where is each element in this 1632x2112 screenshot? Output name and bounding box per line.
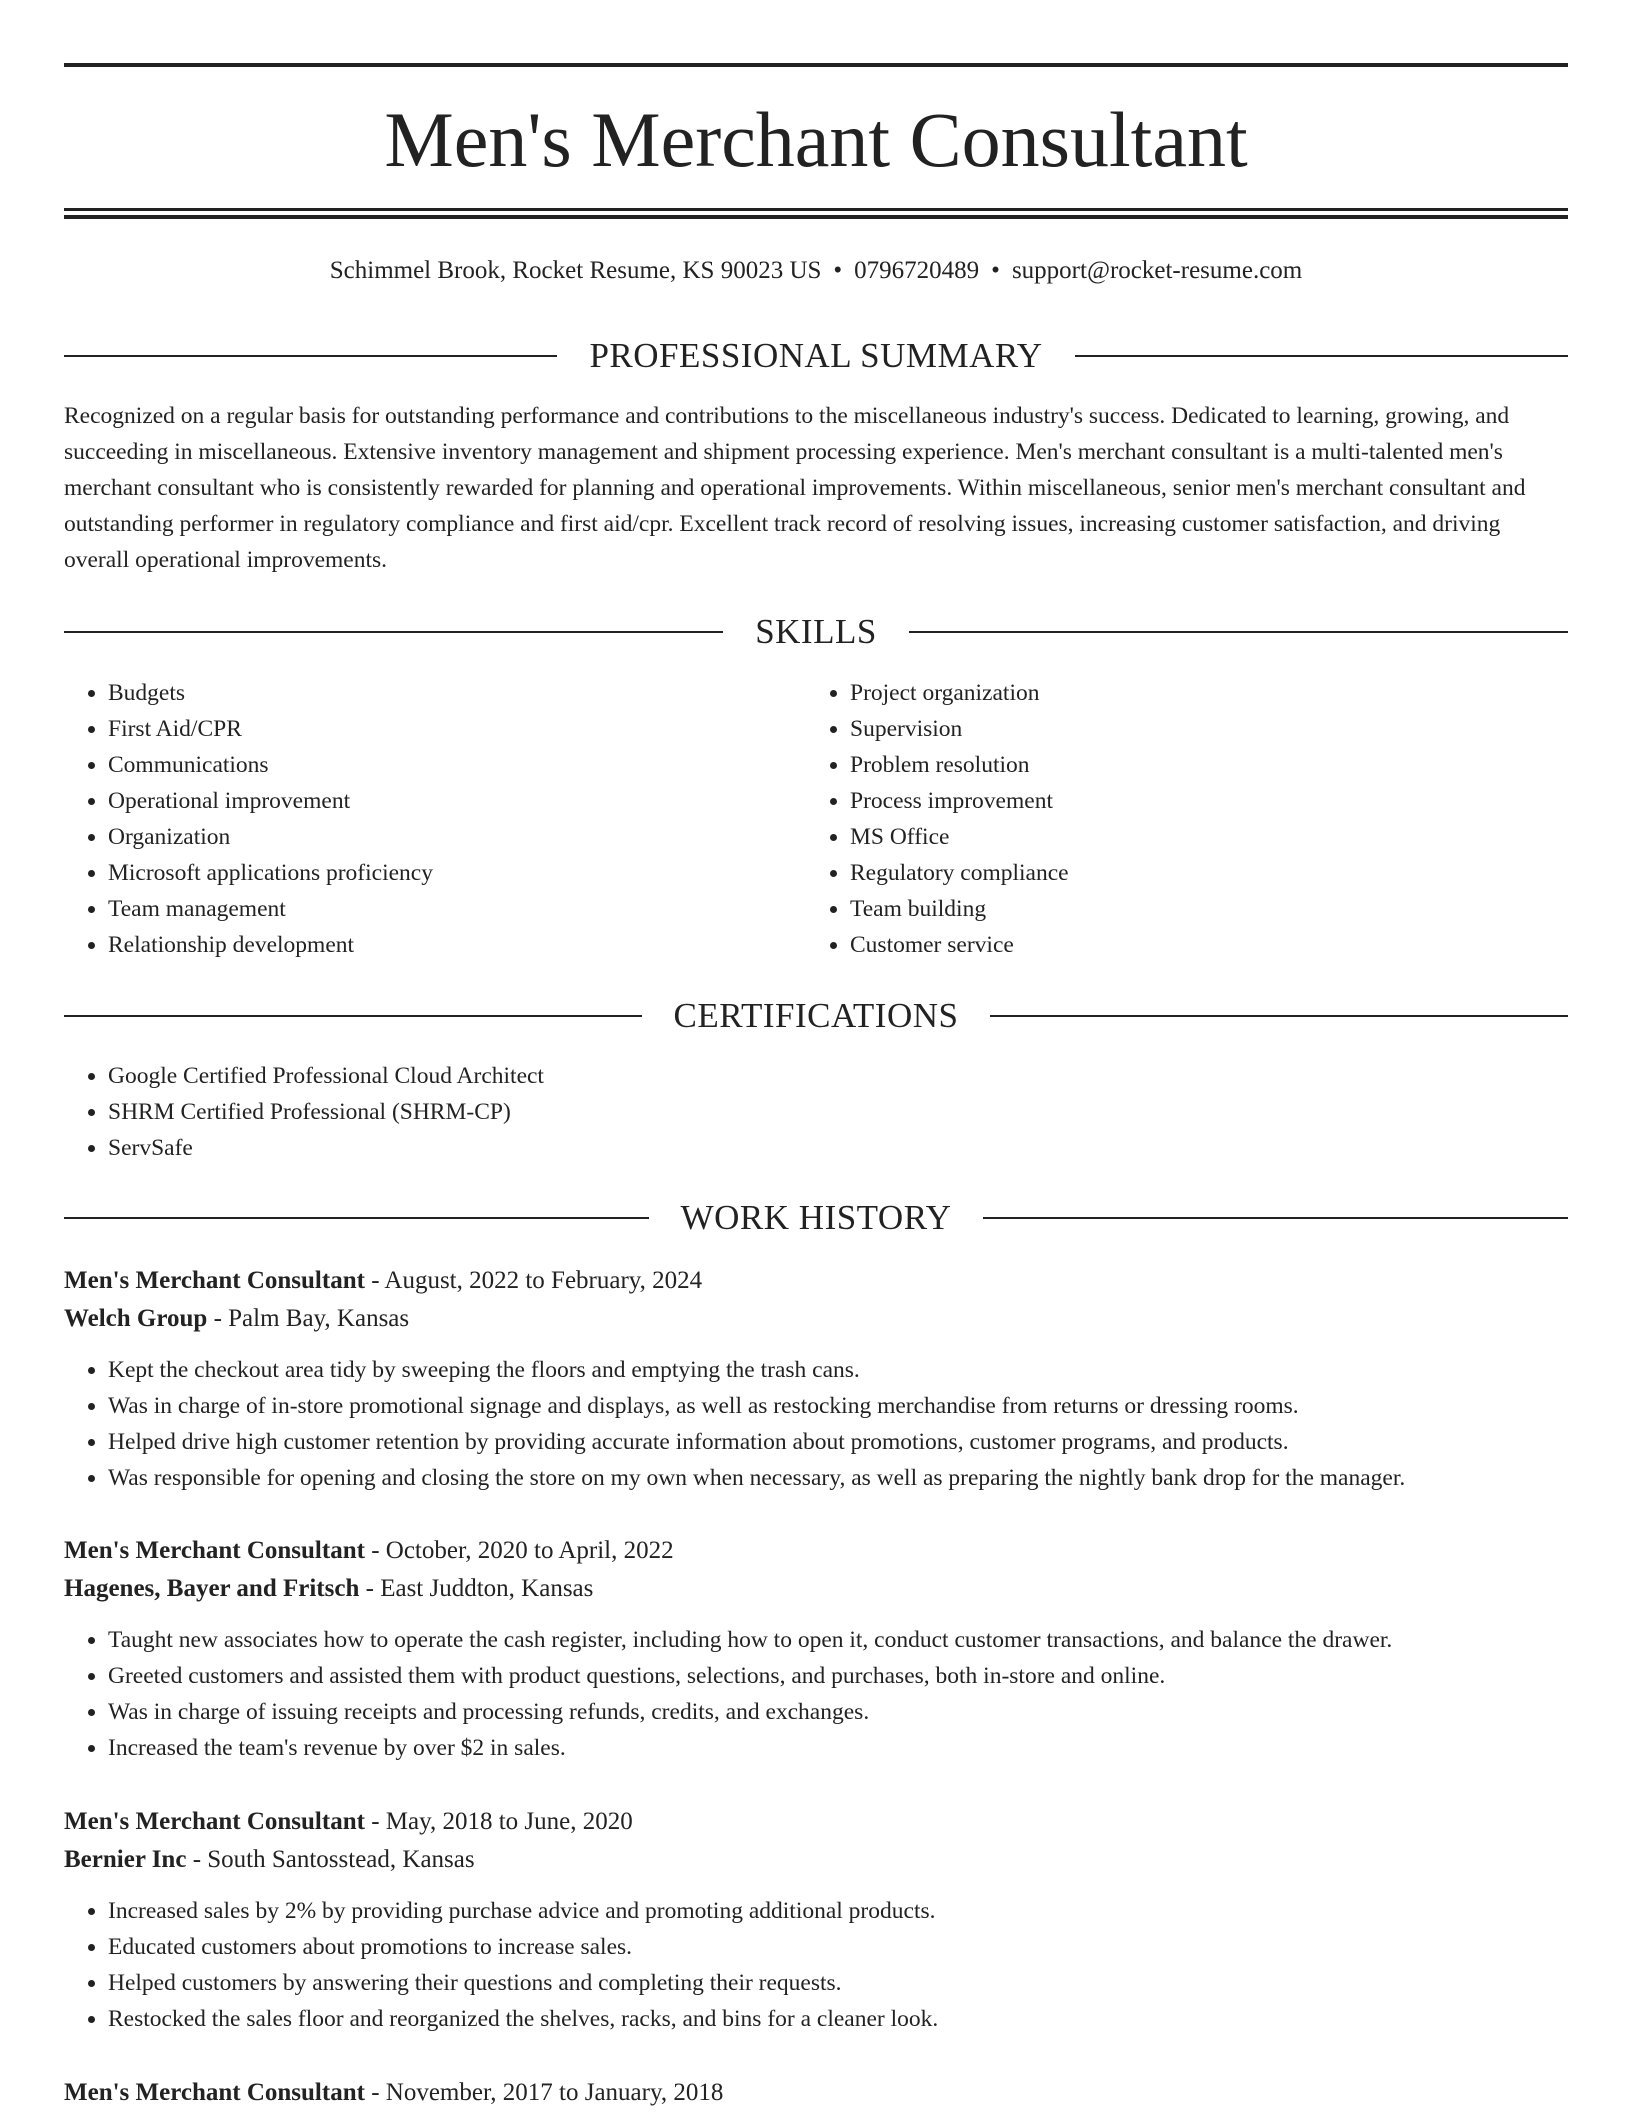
job-bullet: • Increased sales by 2% by providing purchase advice and promoting additional products. bbox=[108, 1893, 1568, 1929]
section-rule bbox=[64, 1217, 649, 1219]
job-dates: - November, 2017 to January, 2018 bbox=[364, 2079, 724, 2106]
skill-item: • Organization bbox=[108, 819, 804, 855]
section-title-skills: SKILLS bbox=[755, 612, 877, 651]
skill-item: • Supervision bbox=[850, 711, 1566, 747]
job-bullet: • Taught new associates how to operate the cash register, including how to open it, conduct customer transactions, and balance the drawer. bbox=[108, 1622, 1568, 1658]
job-title: Men's Merchant Consultant bbox=[64, 2079, 365, 2106]
job-bullet: • Helped drive high customer retention by providing accurate information about promotions, customer programs, and products. bbox=[108, 1424, 1568, 1460]
job-bullet: • Was in charge of issuing receipts and processing refunds, credits, and exchanges. bbox=[108, 1694, 1568, 1730]
contact-line bbox=[64, 254, 1568, 288]
job-title-line bbox=[64, 2074, 1568, 2112]
job-title-line bbox=[64, 1532, 1568, 1570]
contact-separator: • bbox=[991, 257, 1000, 284]
section-header-certifications bbox=[64, 994, 1568, 1038]
certification-item: • SHRM Certified Professional (SHRM-CP) bbox=[108, 1094, 1568, 1130]
skill-item: • Regulatory compliance bbox=[850, 855, 1566, 891]
job-bullet: • Educated customers about promotions to increase sales. bbox=[108, 1929, 1568, 1965]
section-header-summary bbox=[64, 334, 1568, 378]
contact-separator: • bbox=[833, 257, 843, 284]
section-rule bbox=[1075, 355, 1568, 357]
job-dates: - May, 2018 to June, 2020 bbox=[364, 1808, 633, 1835]
job-title: Men's Merchant Consultant bbox=[64, 1537, 365, 1564]
job-bullet: • Kept the checkout area tidy by sweeping the floors and emptying the trash cans. bbox=[108, 1352, 1568, 1388]
contact-phone: 0796720489 bbox=[854, 257, 980, 284]
job-company: Welch Group bbox=[64, 1305, 208, 1332]
job-title-line bbox=[64, 1262, 1568, 1300]
job-title-line bbox=[64, 1803, 1568, 1841]
skill-item: • Team building bbox=[850, 891, 1566, 927]
job-title: Men's Merchant Consultant bbox=[64, 1808, 365, 1835]
section-rule bbox=[983, 1217, 1568, 1219]
skill-item: • Budgets bbox=[108, 675, 804, 711]
section-rule bbox=[64, 1015, 642, 1017]
job-bullet: • Was responsible for opening and closing the store on my own when necessary, as well as preparing the nightly bank drop for the manager. bbox=[108, 1460, 1568, 1496]
summary-text: Recognized on a regular basis for outstanding performance and contributions to the miscellaneous industry's success. Dedicated to learning, growing, and succeeding in miscellaneous. Extensive inventory management and shipment processing experience. Men's merchant consultant is a multi-talented men's merchant consultant who is consistently rewarded for planning and operational improvements. Within miscellaneous, senior men's merchant consultant and outstanding performer in regulatory compliance and first aid/cpr. Excellent track record of resolving issues, increasing customer satisfaction, and driving overall operational improvements. bbox=[64, 403, 1526, 573]
section-title-summary: PROFESSIONAL SUMMARY bbox=[589, 336, 1043, 375]
job-location: - Palm Bay, Kansas bbox=[207, 1305, 410, 1332]
job-location: - East Juddton, Kansas bbox=[359, 1575, 594, 1602]
skills-column-right bbox=[806, 675, 1566, 963]
skill-item: • Operational improvement bbox=[108, 783, 804, 819]
job-bullet: • Increased the team's revenue by over $2 in sales. bbox=[108, 1730, 1568, 1766]
section-rule bbox=[64, 355, 557, 357]
contact-address: Schimmel Brook, Rocket Resume, KS 90023 US bbox=[329, 257, 822, 284]
certification-item: • ServSafe bbox=[108, 1130, 1568, 1166]
skill-item: • Communications bbox=[108, 747, 804, 783]
section-title-work-history: WORK HISTORY bbox=[680, 1198, 952, 1237]
contact-email: support@rocket-resume.com bbox=[1011, 257, 1303, 284]
skill-item: • Problem resolution bbox=[850, 747, 1566, 783]
skill-item: • First Aid/CPR bbox=[108, 711, 804, 747]
skill-item: • Relationship development bbox=[108, 927, 804, 963]
job-entry bbox=[64, 2074, 1568, 2112]
certification-item: • Google Certified Professional Cloud Architect bbox=[108, 1058, 1568, 1094]
job-company: Bernier Inc bbox=[64, 1846, 187, 1873]
job-title: Men's Merchant Consultant bbox=[64, 1267, 365, 1294]
section-rule bbox=[64, 631, 723, 633]
section-header-work-history bbox=[64, 1196, 1568, 1240]
skill-item: • Process improvement bbox=[850, 783, 1566, 819]
job-bullet: • Greeted customers and assisted them with product questions, selections, and purchases, both in-store and online. bbox=[108, 1658, 1568, 1694]
job-company-line bbox=[64, 1570, 1568, 1608]
job-dates: - October, 2020 to April, 2022 bbox=[364, 1537, 674, 1564]
candidate-name: Men's Merchant Consultant bbox=[384, 96, 1248, 183]
job-company: Hagenes, Bayer and Fritsch bbox=[64, 1575, 360, 1602]
job-bullet: • Restocked the sales floor and reorganized the shelves, racks, and bins for a cleaner look. bbox=[108, 2001, 1568, 2037]
skill-item: • Project organization bbox=[850, 675, 1566, 711]
job-company-line bbox=[64, 1841, 1568, 1879]
job-entry bbox=[64, 1262, 1568, 1496]
section-header-skills bbox=[64, 610, 1568, 654]
job-bullet: • Helped customers by answering their questions and completing their requests. bbox=[108, 1965, 1568, 2001]
job-entry bbox=[64, 1803, 1568, 2037]
top-rule bbox=[64, 63, 1568, 67]
skill-item: • MS Office bbox=[850, 819, 1566, 855]
section-title-certifications: CERTIFICATIONS bbox=[673, 996, 959, 1035]
job-bullet: • Was in charge of in-store promotional signage and displays, as well as restocking merchandise from returns or dressing rooms. bbox=[108, 1388, 1568, 1424]
certifications-list bbox=[64, 1058, 1568, 1166]
skills-column-left bbox=[64, 675, 804, 963]
double-rule-upper bbox=[64, 208, 1568, 211]
job-company-line bbox=[64, 1300, 1568, 1338]
skill-item: • Customer service bbox=[850, 927, 1566, 963]
job-dates: - August, 2022 to February, 2024 bbox=[364, 1267, 703, 1294]
double-rule-lower bbox=[64, 215, 1568, 219]
skill-item: • Microsoft applications proficiency bbox=[108, 855, 804, 891]
job-location: - South Santosstead, Kansas bbox=[186, 1846, 475, 1873]
section-rule bbox=[990, 1015, 1568, 1017]
section-rule bbox=[909, 631, 1568, 633]
job-entry bbox=[64, 1532, 1568, 1766]
skill-item: • Team management bbox=[108, 891, 804, 927]
